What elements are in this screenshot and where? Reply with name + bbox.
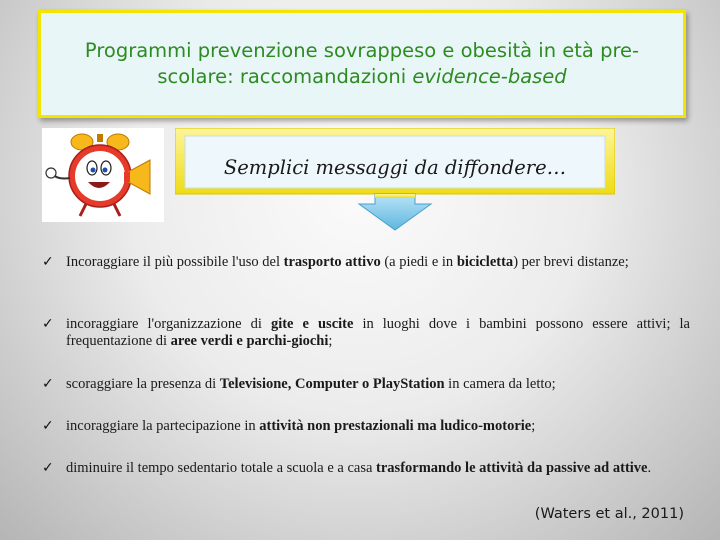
- bullet-text: [66, 460, 690, 477]
- title-emphasis: evidence-based: [412, 65, 567, 88]
- bullet-text: [66, 376, 690, 393]
- text-run: .: [647, 460, 652, 476]
- text-run-bold: Televisione, Computer o PlayStation: [219, 376, 445, 392]
- check-icon: ✓: [42, 460, 54, 476]
- text-run: (a piedi e in: [380, 254, 457, 270]
- text-run: incoraggiare l'organizzazione di: [66, 316, 271, 332]
- text-run: incoraggiare la partecipazione in: [66, 418, 260, 434]
- text-run: ;: [531, 418, 536, 434]
- text-run-bold: trasporto attivo: [283, 254, 381, 270]
- text-run: ;: [328, 333, 333, 349]
- title-box: [38, 10, 686, 118]
- callout-box: [175, 128, 615, 234]
- check-icon: ✓: [42, 254, 54, 270]
- bullet-text: [66, 316, 690, 350]
- text-run-bold: aree verdi e parchi-giochi: [170, 333, 329, 349]
- bullet-text: [66, 418, 690, 435]
- text-run: ) per brevi distanze;: [513, 254, 629, 270]
- text-run: in camera da letto;: [444, 376, 556, 392]
- title-main: Programmi prevenzione sovrappeso e obesità in età pre-scolare: raccomandazioni: [84, 38, 640, 88]
- alarm-clock-with-megaphone-icon: [42, 128, 164, 222]
- text-run: diminuire il tempo sedentario totale a scuola e a casa: [66, 460, 377, 476]
- text-run-bold: gite e uscite: [270, 316, 354, 332]
- slide-title: [41, 38, 683, 91]
- check-icon: ✓: [42, 376, 54, 392]
- text-run: Incoraggiare il più possibile l'uso del: [66, 254, 284, 270]
- citation: (Waters et al., 2011): [534, 506, 684, 522]
- check-icon: ✓: [42, 418, 54, 434]
- check-icon: ✓: [42, 316, 54, 332]
- text-run-bold: attività non prestazionali ma ludico-motorie: [259, 418, 532, 434]
- text-run: scoraggiare la presenza di: [66, 376, 220, 392]
- bullet-text: [66, 254, 690, 271]
- text-run-bold: bicicletta: [456, 254, 514, 270]
- text-run: in luoghi dove i bambini possono essere attivi; la frequentazione di: [66, 316, 690, 349]
- text-run-bold: trasformando le attività da passive ad attive: [376, 460, 648, 476]
- callout-text: Semplici messaggi da diffondere…: [223, 156, 567, 179]
